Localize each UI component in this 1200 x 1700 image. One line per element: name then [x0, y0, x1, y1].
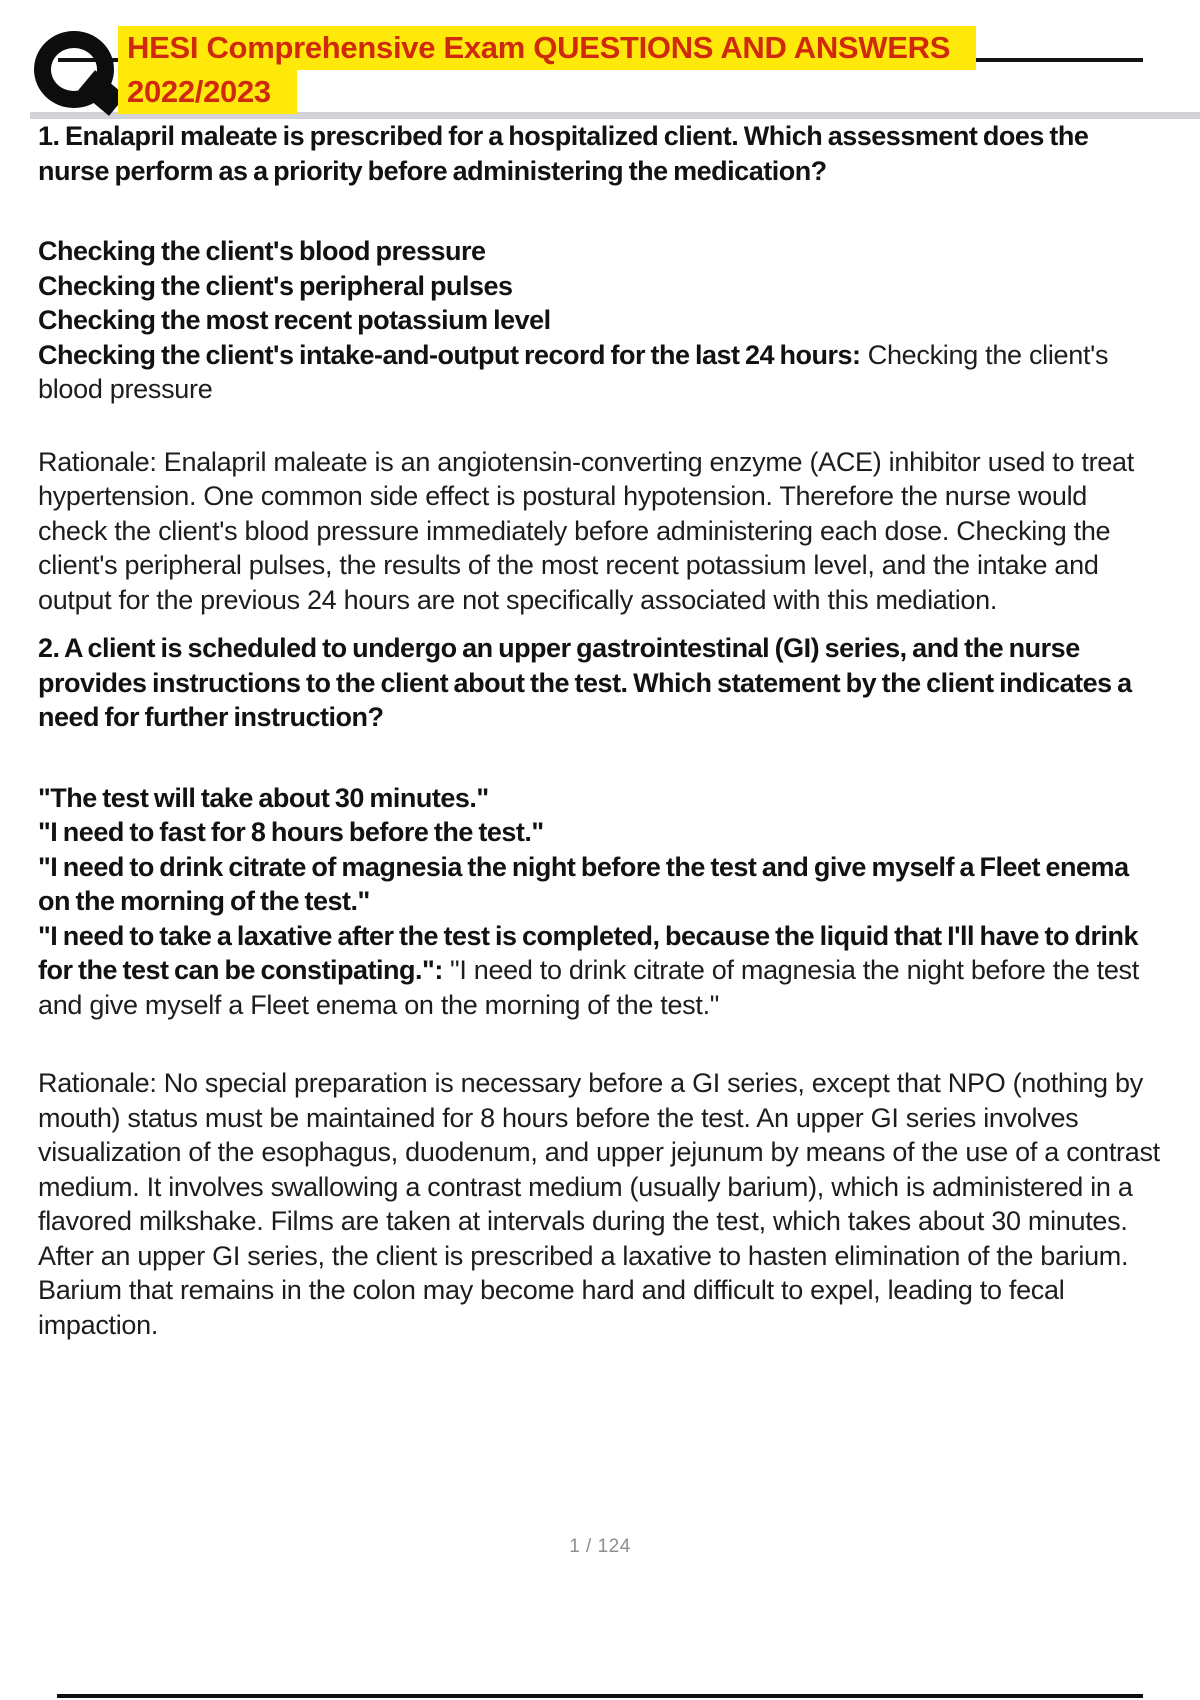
question-1-option: Checking the client's peripheral pulses	[38, 270, 513, 301]
question-1-options	[38, 234, 1162, 407]
document-body	[0, 119, 1200, 1342]
question-2-rationale: Rationale: No special preparation is necessary before a GI series, except that NPO (nothing by mouth) status must be maintained for 8 hours before the test. An upper GI series involves visualization of the esophagus, duodenum, and upper jejunum by means of the use of a contrast medium. It involves swallowing a contrast medium (usually barium), which is administered in a flavored milkshake. Films are taken at intervals during the test, which takes about 30 minutes. After an upper GI series, the client is prescribed a laxative to hasten elimination of the barium. Barium that remains in the colon may become hard and difficult to expel, leading to fecal impaction.	[38, 1068, 1160, 1340]
bottom-border-bar	[57, 1694, 1143, 1698]
question-2-heading: 2. A client is scheduled to undergo an upper gastrointestinal (GI) series, and the nurse provides instructions to the client about the test. Which statement by the client indicates a need for further instruction?	[38, 633, 1132, 732]
question-1-answer-line	[38, 338, 1162, 407]
title-line-1: HESI Comprehensive Exam QUESTIONS AND ANSWERS	[118, 26, 976, 70]
q-logo-ring	[34, 31, 114, 108]
question-2-answer: "I need to drink citrate of magnesia the night before the test and give myself a Fleet enema on the morning of the test."	[38, 955, 1139, 1020]
question-1-rationale: Rationale: Enalapril maleate is an angiotensin-converting enzyme (ACE) inhibitor used to treat hypertension. One common side effect is postural hypotension. Therefore the nurse would check the client's blood pressure immediately before administering each dose. Checking the client's peripheral pulses, the results of the most recent potassium level, and the intake and output for the previous 24 hours are not specifically associated with this mediation.	[38, 446, 1134, 615]
question-1-answer-option: Checking the client's intake-and-output record for the last 24 hours:	[38, 339, 861, 370]
question-2-option: "The test will take about 30 minutes."	[38, 782, 489, 813]
question-2-answer-line	[38, 919, 1162, 1023]
title-line-2: 2022/2023	[118, 70, 297, 114]
question-1-option: Checking the client's blood pressure	[38, 236, 486, 266]
question-2-options	[38, 781, 1162, 1023]
page-indicator: 1 / 124	[569, 1536, 631, 1557]
document-title	[118, 26, 976, 114]
question-1-heading: 1. Enalapril maleate is prescribed for a hospitalized client. Which assessment does the nurse perform as a priority before administering the medication?	[38, 121, 1089, 186]
question-2-option: "I need to drink citrate of magnesia the night before the test and give myself a Fleet enema on the morning of the test."	[38, 851, 1129, 916]
question-2-answer-option: "I need to take a laxative after the test is completed, because the liquid that I'll have to drink for the test can be constipating.":	[38, 920, 1139, 985]
question-1-option: Checking the most recent potassium level	[38, 305, 551, 335]
question-1-answer: Checking the client's blood pressure	[38, 339, 1109, 404]
document-header	[0, 0, 1200, 119]
question-2-option: "I need to fast for 8 hours before the test."	[38, 817, 544, 847]
